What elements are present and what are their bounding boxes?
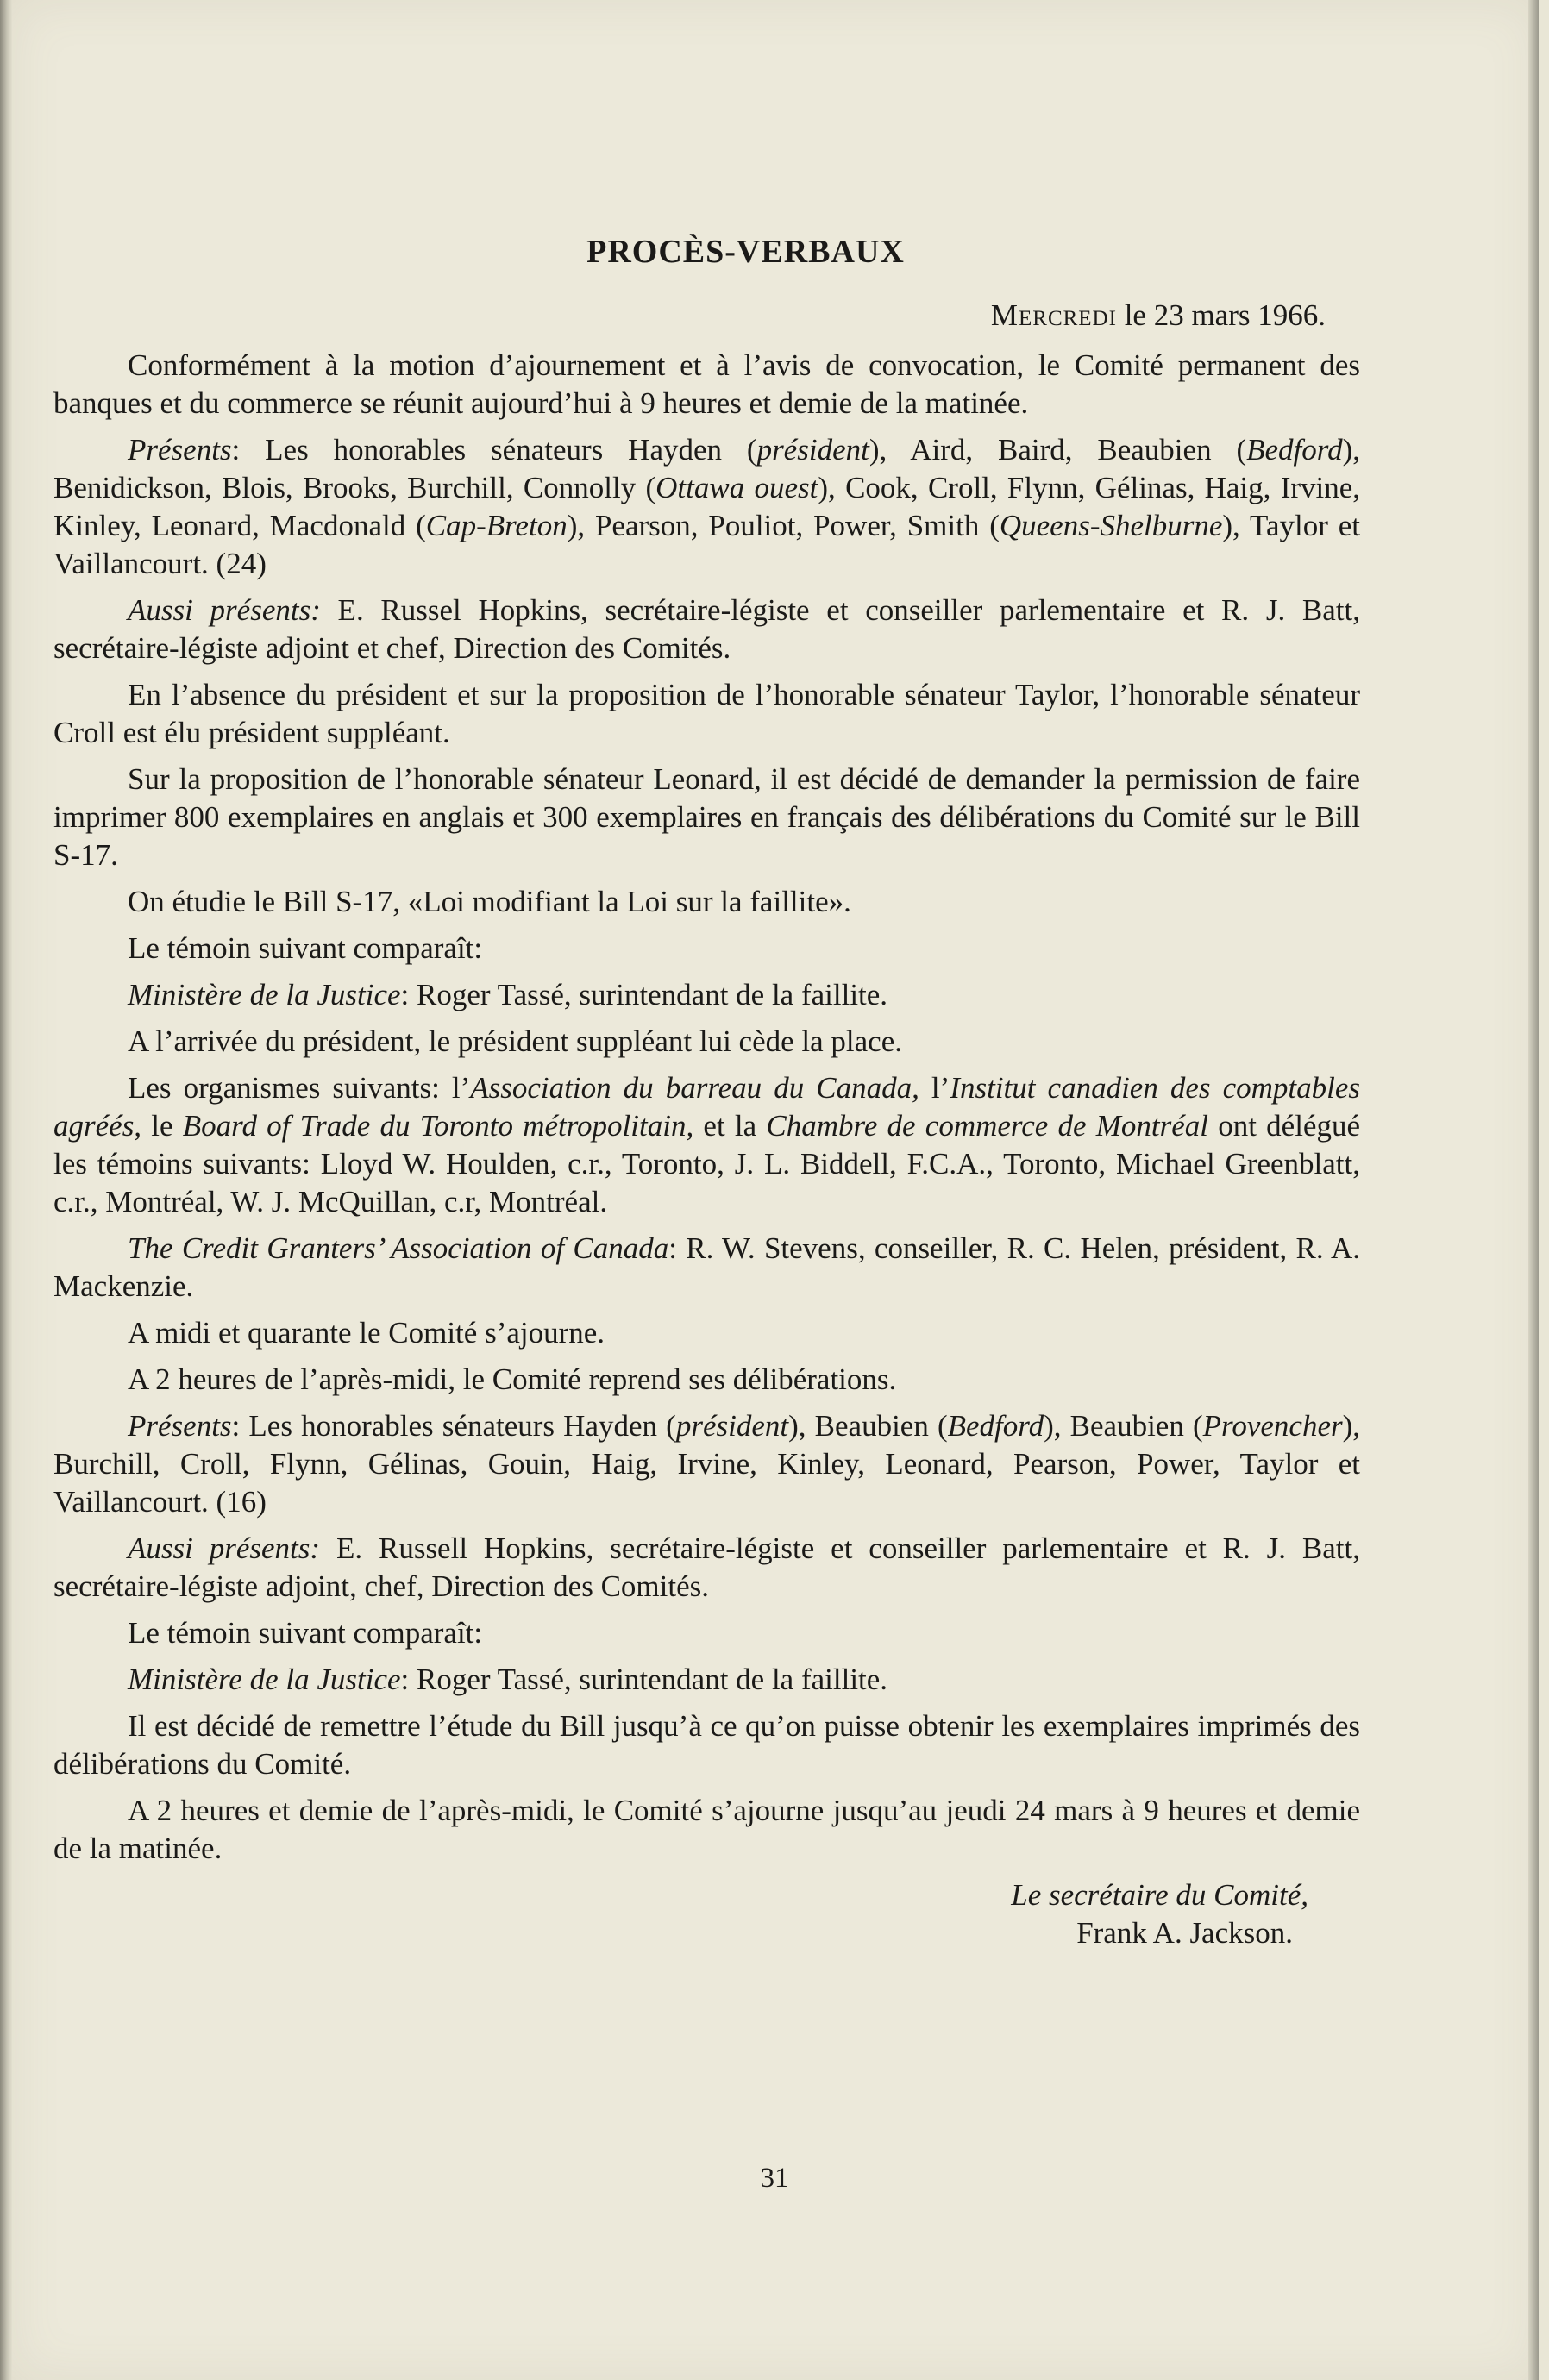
text-run: E. Russel Hopkins, secrétaire-légiste et conseiller parlementaire et R. J. Batt, secrétaire-légiste adjoint et chef, Direction des Comités. xyxy=(53,593,1360,665)
signature-block xyxy=(53,1876,1360,1952)
text-run: le xyxy=(141,1109,183,1143)
paragraph xyxy=(53,1707,1360,1783)
text-run: A 2 heures et demie de l’après-midi, le Comité s’ajourne jusqu’au jeudi 24 mars à 9 heures et demie de la matinée. xyxy=(53,1794,1360,1865)
italic-text: Institut canadien des comptables agréés, xyxy=(53,1071,1360,1143)
text-run: E. Russell Hopkins, secrétaire-légiste et conseiller parlementaire et R. J. Batt, secrétaire-légiste adjoint, chef, Direction des Comités. xyxy=(53,1531,1361,1603)
italic-text: Présents xyxy=(128,1409,232,1443)
italic-text: président xyxy=(756,433,869,467)
paragraph xyxy=(53,1407,1360,1521)
paragraph xyxy=(53,883,1360,921)
signature-name: Frank A. Jackson. xyxy=(1076,1916,1293,1950)
text-run: : Les honorables sénateurs Hayden ( xyxy=(231,433,757,467)
paragraph xyxy=(53,1230,1360,1306)
text-run: : Les honorables sénateurs Hayden ( xyxy=(231,1409,676,1443)
minutes-body xyxy=(53,233,1360,1952)
text-run: A midi et quarante le Comité s’ajourne. xyxy=(128,1316,605,1350)
text-run: En l’absence du président et sur la proposition de l’honorable sénateur Taylor, l’honorable sénateur Croll est élu président suppléant. xyxy=(53,678,1360,749)
paragraph xyxy=(53,930,1360,968)
text-run: A 2 heures de l’après-midi, le Comité reprend ses délibérations. xyxy=(128,1362,897,1396)
paragraph xyxy=(53,1661,1360,1699)
paragraph xyxy=(53,1069,1360,1221)
paragraph xyxy=(53,1314,1360,1352)
text-run: Les organismes suivants: l’ xyxy=(128,1071,471,1105)
text-run: : Roger Tassé, surintendant de la faillite. xyxy=(400,1663,888,1696)
text-run: ), Beaubien ( xyxy=(1044,1409,1203,1443)
text-run: et la xyxy=(693,1109,767,1143)
text-run: : Roger Tassé, surintendant de la faillite. xyxy=(400,978,888,1012)
paragraph xyxy=(53,1792,1360,1868)
text-run: Conformément à la motion d’ajournement et à l’avis de convocation, le Comité permanent des banques et du commerce se réunit aujourd’hui à 9 heures et demie de la matinée. xyxy=(53,348,1360,420)
text-run: l’ xyxy=(919,1071,950,1105)
dateline-day: Mercredi xyxy=(990,298,1117,332)
signature-title: Le secrétaire du Comité, xyxy=(1011,1878,1308,1912)
paragraph xyxy=(53,347,1360,423)
italic-text: Aussi présents: xyxy=(128,1531,321,1565)
italic-text: Cap-Breton xyxy=(425,509,568,542)
italic-text: Ottawa ouest xyxy=(655,471,818,504)
italic-text: Board of Trade du Toronto métropolitain, xyxy=(182,1109,694,1143)
text-run: Le témoin suivant comparaît: xyxy=(128,931,483,965)
text-run: Sur la proposition de l’honorable sénateur Leonard, il est décidé de demander la permission de faire imprimer 800 exemplaires en anglais et 300 exemplaires en français des délibérations du Comité sur le Bill S-17. xyxy=(53,762,1360,872)
italic-text: The Credit Granters’ Association of Canada xyxy=(128,1231,669,1265)
italic-text: Provencher xyxy=(1202,1409,1343,1443)
paragraph xyxy=(53,1023,1360,1061)
text-run: Il est décidé de remettre l’étude du Bill jusqu’à ce qu’on puisse obtenir les exemplaires imprimés des délibérations du Comité. xyxy=(53,1709,1360,1781)
text-run: ), Burchill, Croll, Flynn, Gélinas, Gouin, Haig, Irvine, Kinley, Leonard, Pearson, Power, Taylor et Vaillancourt. (16) xyxy=(53,1409,1361,1519)
paragraph xyxy=(53,431,1360,583)
paragraph xyxy=(53,1530,1360,1606)
text-run: On étudie le Bill S-17, «Loi modifiant la Loi sur la faillite». xyxy=(128,885,851,918)
paragraph xyxy=(53,676,1360,752)
paragraph xyxy=(53,761,1360,874)
text-run: ), Cook, Croll, Flynn, Gélinas, Haig, Irvine, Kinley, Leonard, Macdonald ( xyxy=(53,471,1361,542)
italic-text: Ministère de la Justice xyxy=(128,978,401,1012)
paragraph xyxy=(53,592,1360,667)
page-number: 31 xyxy=(760,2163,789,2194)
italic-text: Aussi présents: xyxy=(128,593,321,627)
page-right-edge xyxy=(1528,0,1539,2380)
text-run: ), Aird, Baird, Beaubien ( xyxy=(869,433,1247,467)
text-run: Le témoin suivant comparaît: xyxy=(128,1616,483,1650)
text-run: ont délégué les témoins suivants: Lloyd W. Houlden, c.r., Toronto, J. L. Biddell, F.C.A., Toronto, Michael Greenblatt, c.r., Montréal, W. J. McQuillan, c.r, Montréal. xyxy=(53,1109,1360,1218)
text-run: ), Pearson, Pouliot, Power, Smith ( xyxy=(567,509,1000,542)
text-run: ), Beaubien ( xyxy=(788,1409,948,1443)
text-run: ), Benidickson, Blois, Brooks, Burchill, Connolly ( xyxy=(53,433,1360,504)
italic-text: Bedford xyxy=(1246,433,1343,467)
italic-text: président xyxy=(675,1409,789,1443)
page-binding-edge xyxy=(0,0,12,2380)
text-run: A l’arrivée du président, le président suppléant lui cède la place. xyxy=(128,1024,902,1058)
paragraph xyxy=(53,1614,1360,1652)
paragraph xyxy=(53,1361,1360,1399)
paragraph xyxy=(53,976,1360,1014)
dateline-date: le 23 mars 1966. xyxy=(1116,298,1326,332)
italic-text: Bedford xyxy=(947,1409,1044,1443)
italic-text: Queens-Shelburne xyxy=(999,509,1223,542)
italic-text: Chambre de commerce de Montréal xyxy=(766,1109,1209,1143)
text-run: : R. W. Stevens, conseiller, R. C. Helen, président, R. A. Mackenzie. xyxy=(53,1231,1360,1303)
italic-text: Association du barreau du Canada, xyxy=(470,1071,919,1105)
text-run: ), Taylor et Vaillancourt. (24) xyxy=(53,509,1360,580)
italic-text: Présents xyxy=(128,433,232,467)
dateline xyxy=(53,297,1360,335)
document-heading: PROCÈS-VERBAUX xyxy=(586,234,905,270)
paragraph-list xyxy=(53,347,1360,1868)
italic-text: Ministère de la Justice xyxy=(128,1663,401,1696)
